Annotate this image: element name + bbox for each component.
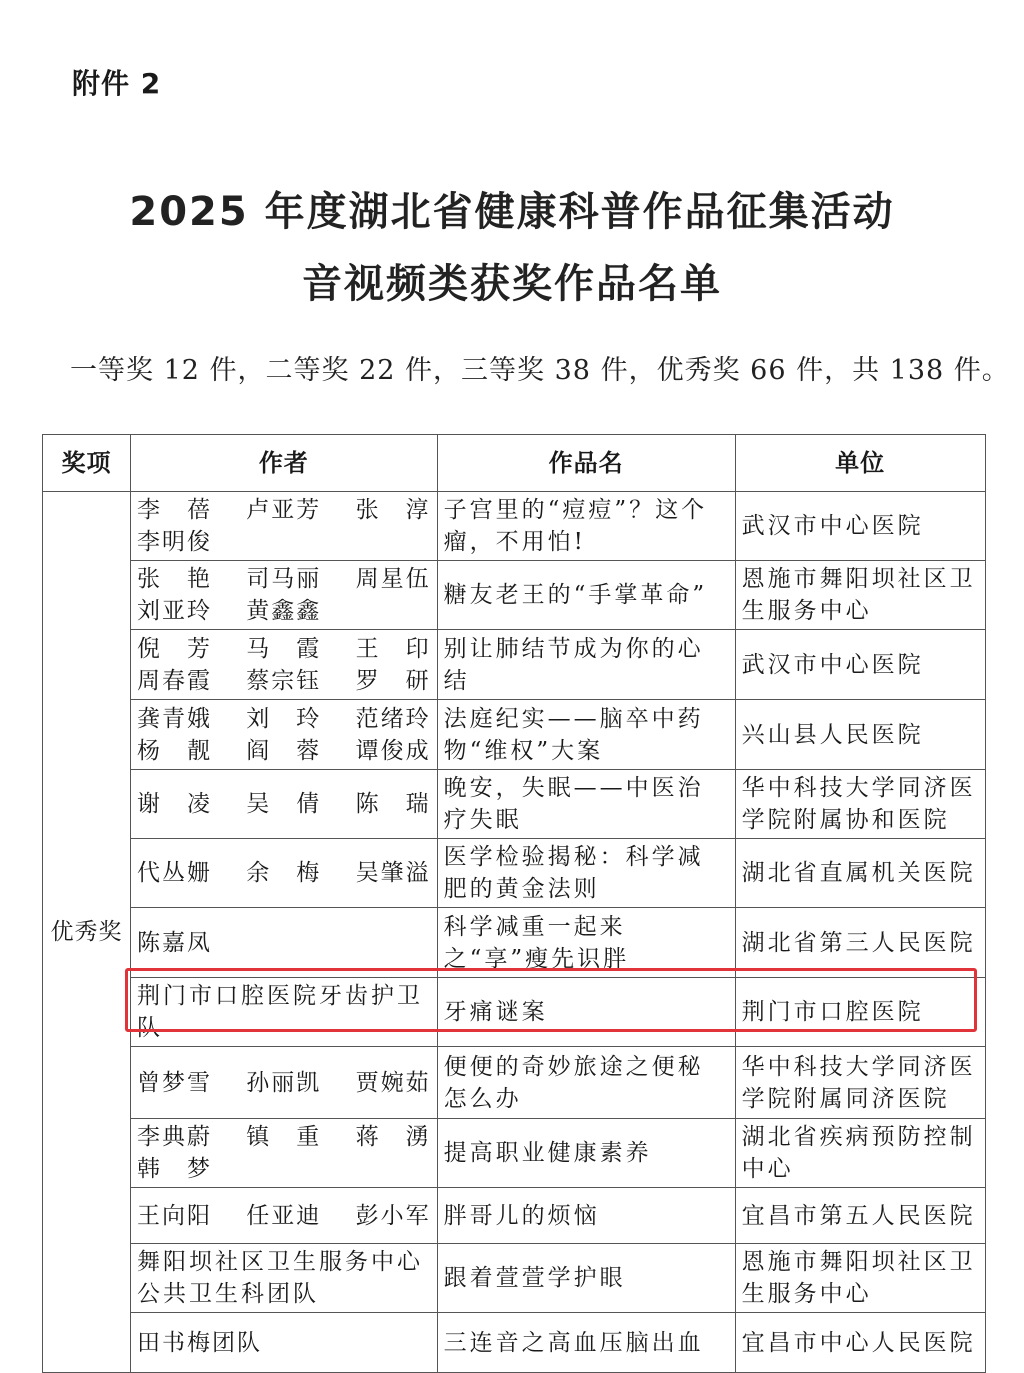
unit-cell: 宜昌市第五人民医院 <box>735 1188 985 1244</box>
header-award: 奖项 <box>43 435 131 492</box>
unit-cell: 恩施市舞阳坝社区卫生服务中心 <box>735 1244 985 1313</box>
unit-cell: 荆门市口腔医院 <box>735 978 985 1047</box>
unit-cell: 武汉市中心医院 <box>735 492 985 561</box>
author-cell: 荆门市口腔医院牙齿护卫队 <box>131 978 438 1047</box>
unit-cell: 恩施市舞阳坝社区卫生服务中心 <box>735 561 985 630</box>
unit-cell: 湖北省第三人民医院 <box>735 908 985 978</box>
table-row <box>43 492 986 561</box>
work-cell: 便便的奇妙旅途之便秘怎么办 <box>437 1047 735 1119</box>
header-unit: 单位 <box>735 435 985 492</box>
author-cell: 倪 芳 马 霞 王 印 周春霞 蔡宗钰 罗 研 <box>131 630 438 700</box>
award-table <box>42 434 986 1373</box>
author-cell: 代丛姗 余 梅 吴肇溢 <box>131 839 438 908</box>
unit-cell: 武汉市中心医院 <box>735 630 985 700</box>
work-cell: 胖哥儿的烦恼 <box>437 1188 735 1244</box>
table-row <box>43 839 986 908</box>
work-cell: 科学减重一起来之“享”瘦先识胖 <box>437 908 735 978</box>
unit-cell: 宜昌市中心人民医院 <box>735 1313 985 1373</box>
author-cell: 田书梅团队 <box>131 1313 438 1373</box>
work-cell: 医学检验揭秘：科学减肥的黄金法则 <box>437 839 735 908</box>
table-row <box>43 1188 986 1244</box>
work-cell: 跟着萱萱学护眼 <box>437 1244 735 1313</box>
unit-cell: 湖北省疾病预防控制中心 <box>735 1119 985 1188</box>
table-row <box>43 908 986 978</box>
author-cell: 龚青娥 刘 玲 范绪玲 杨 靓 阎 蓉 谭俊成 <box>131 700 438 770</box>
table-row <box>43 770 986 839</box>
table-row <box>43 1313 986 1373</box>
award-summary: 一等奖 12 件，二等奖 22 件，三等奖 38 件，优秀奖 66 件，共 138 件。 <box>70 355 1010 386</box>
author-cell: 张 艳 司马丽 周星伍 刘亚玲 黄鑫鑫 <box>131 561 438 630</box>
unit-cell: 华中科技大学同济医学院附属同济医院 <box>735 1047 985 1119</box>
table-row <box>43 1119 986 1188</box>
unit-cell: 湖北省直属机关医院 <box>735 839 985 908</box>
author-cell: 李 蓓 卢亚芳 张 淳 李明俊 <box>131 492 438 561</box>
author-cell: 李典蔚 镇 重 蒋 湧 韩 梦 <box>131 1119 438 1188</box>
page-title-line2: 音视频类获奖作品名单 <box>302 261 722 307</box>
work-cell: 三连音之高血压脑出血 <box>437 1313 735 1373</box>
unit-cell: 兴山县人民医院 <box>735 700 985 770</box>
author-cell: 舞阳坝社区卫生服务中心公共卫生科团队 <box>131 1244 438 1313</box>
page-title-line1: 2025 年度湖北省健康科普作品征集活动 <box>129 189 895 235</box>
work-cell: 糖友老王的“手掌革命” <box>437 561 735 630</box>
work-cell: 牙痛谜案 <box>437 978 735 1047</box>
table-row <box>43 561 986 630</box>
highlight-box <box>125 968 977 1032</box>
work-cell: 提高职业健康素养 <box>437 1119 735 1188</box>
table-header-row <box>43 435 986 492</box>
work-cell: 晚安，失眠——中医治疗失眠 <box>437 770 735 839</box>
award-category: 优秀奖 <box>50 919 123 945</box>
work-cell: 子宫里的“痘痘”？这个瘤，不用怕! <box>437 492 735 561</box>
work-cell: 法庭纪实——脑卒中药物“维权”大案 <box>437 700 735 770</box>
author-cell: 陈嘉凤 <box>131 908 438 978</box>
work-cell: 别让肺结节成为你的心结 <box>437 630 735 700</box>
table-row <box>43 1244 986 1313</box>
author-cell: 王向阳 任亚迪 彭小军 <box>131 1188 438 1244</box>
unit-cell: 华中科技大学同济医学院附属协和医院 <box>735 770 985 839</box>
table-row <box>43 630 986 700</box>
award-category-cell <box>43 492 131 1373</box>
table-row <box>43 700 986 770</box>
header-work: 作品名 <box>437 435 735 492</box>
attachment-label: 附件 2 <box>72 67 162 100</box>
header-author: 作者 <box>131 435 438 492</box>
author-cell: 谢 凌 吴 倩 陈 瑞 <box>131 770 438 839</box>
table-row <box>43 1047 986 1119</box>
author-cell: 曾梦雪 孙丽凯 贾婉茹 <box>131 1047 438 1119</box>
